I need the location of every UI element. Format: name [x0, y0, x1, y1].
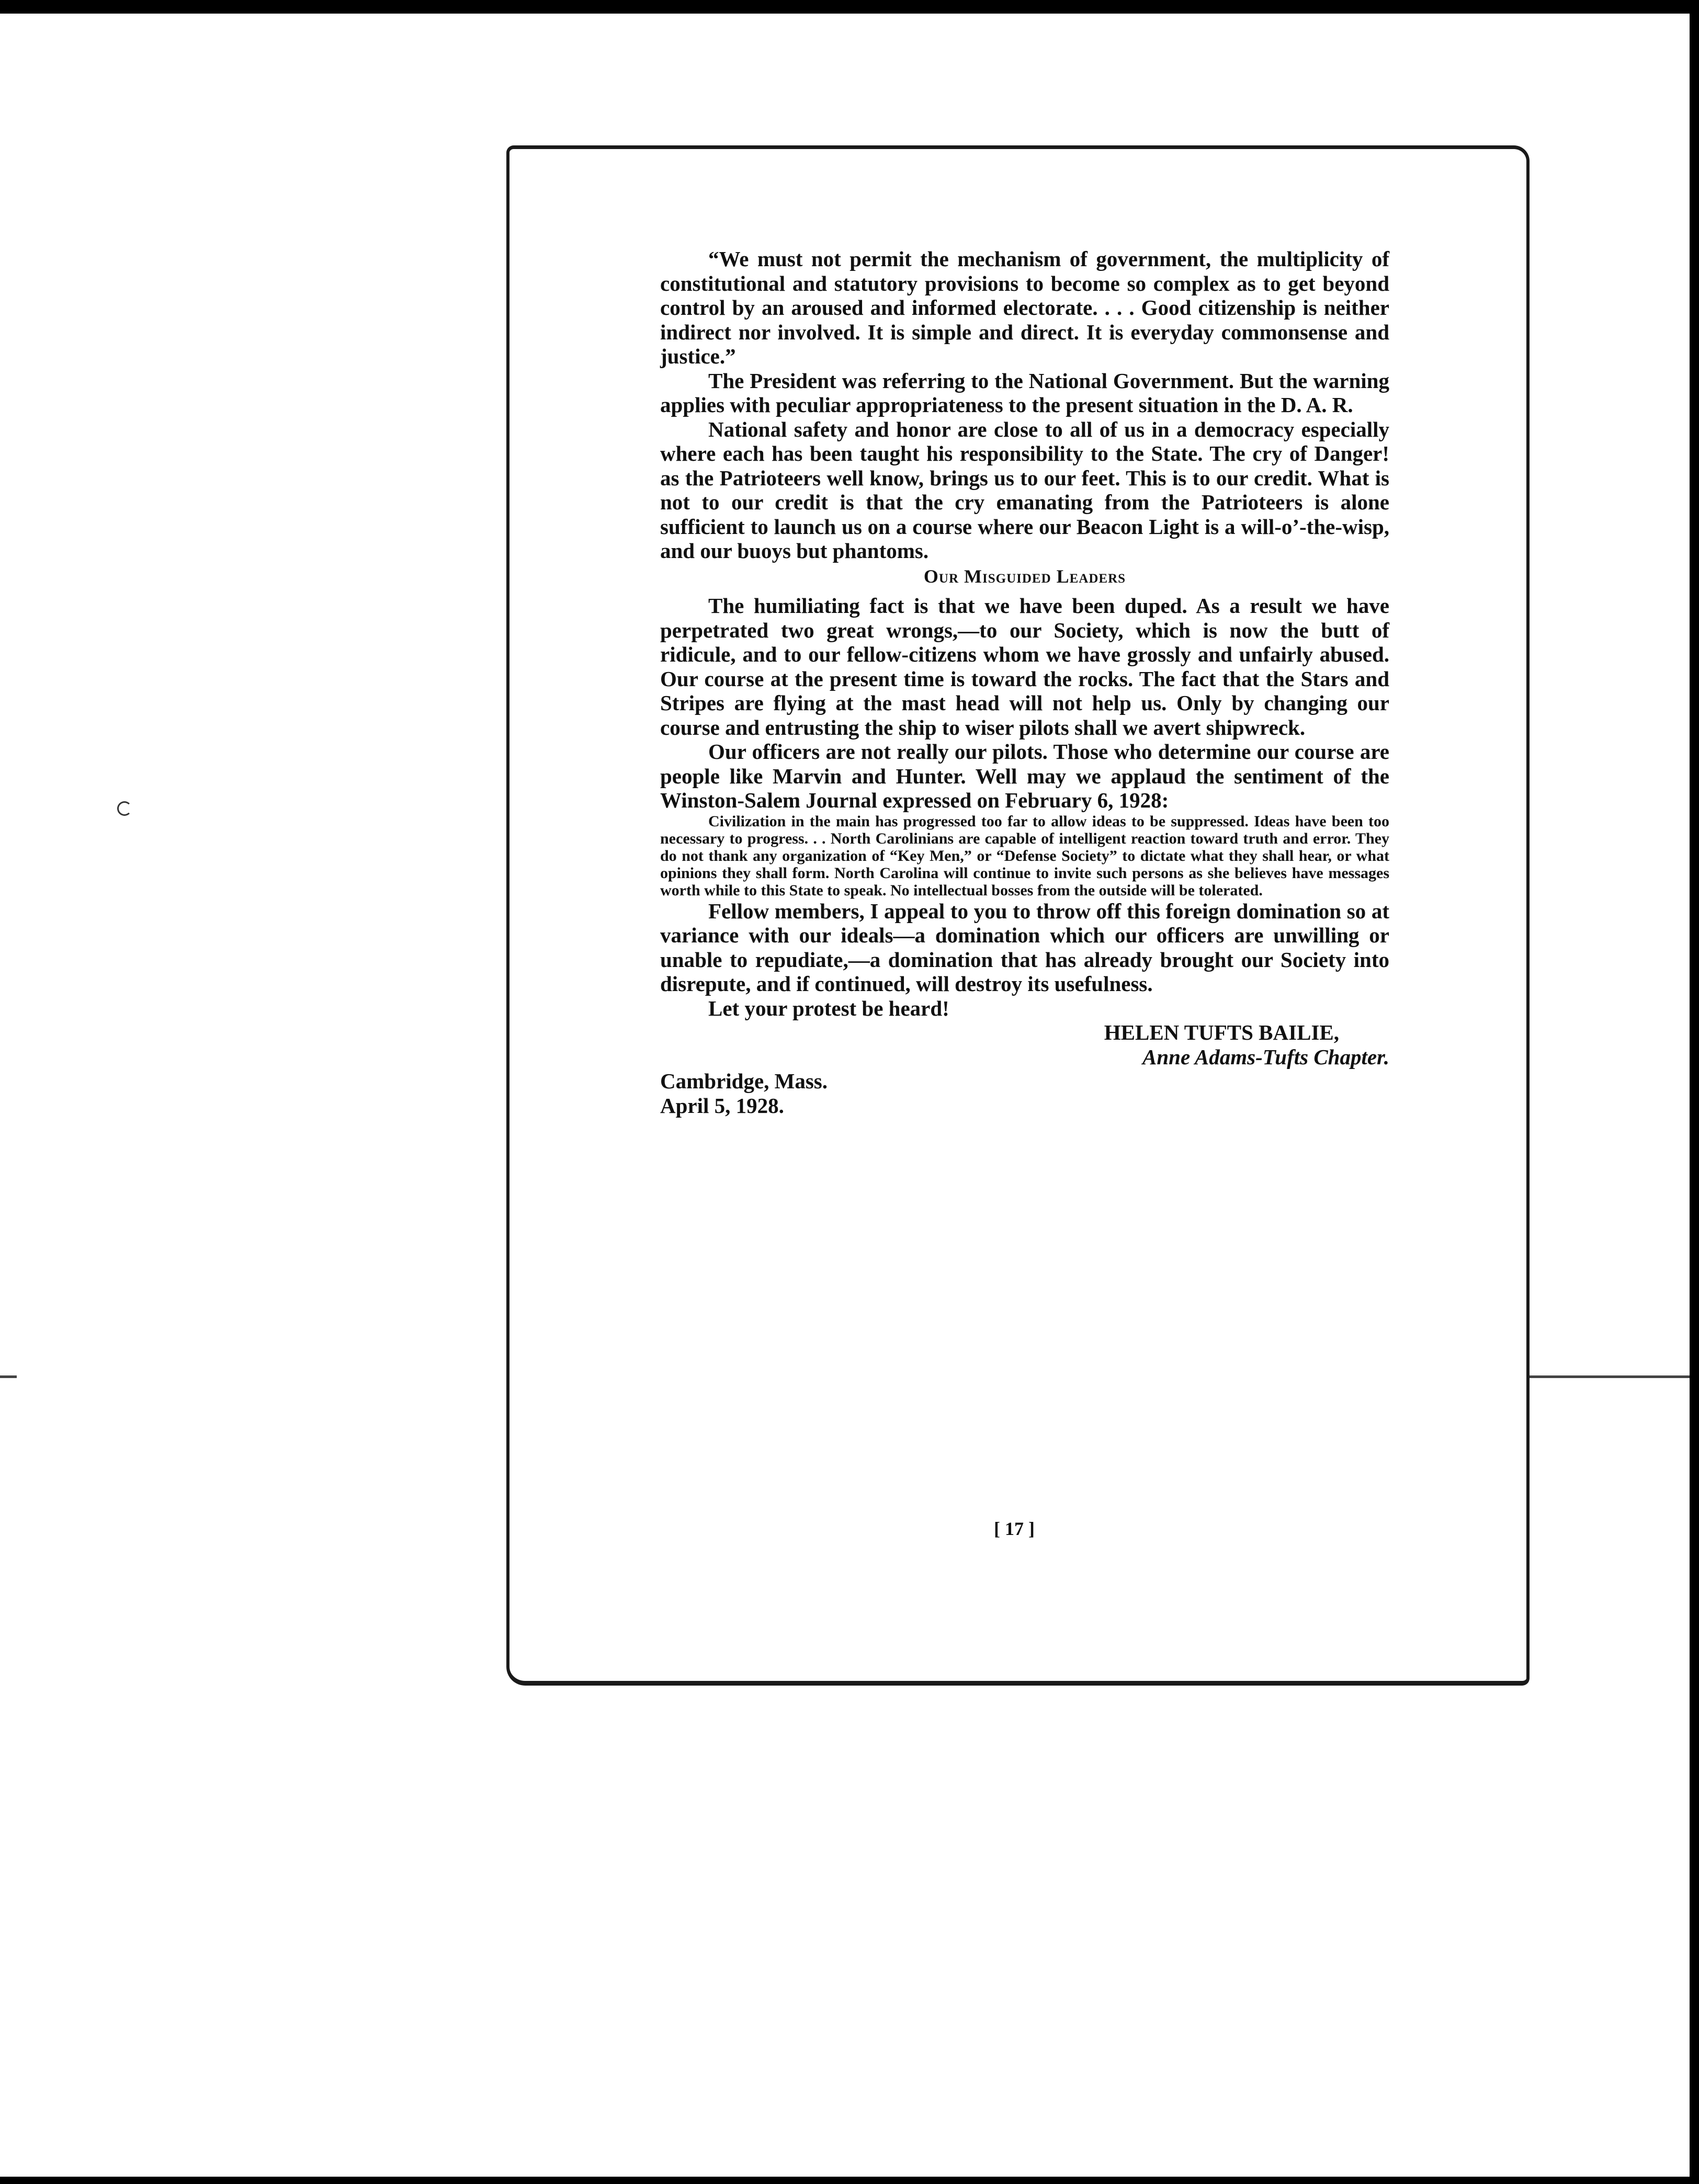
scan-rule-left [0, 1375, 17, 1378]
scan-rule-right [1530, 1375, 1690, 1378]
scan-border-top [0, 0, 1699, 14]
paragraph: Let your protest be heard! [708, 996, 949, 1020]
place-line: Cambridge, Mass. [660, 1069, 828, 1093]
signature-name: HELEN TUFTS BAILIE, [1104, 1020, 1339, 1044]
scan-border-right [1690, 0, 1699, 2184]
paragraph: Our officers are not really our pilots. Those who determine our course are people like Marvin and Hunter. Well may we applaud the sentiment of the Winston-Salem Journal expressed on February 6, 1928: [660, 740, 1389, 812]
scan-border-bottom [0, 2177, 1699, 2184]
page-number: [ 17 ] [994, 1518, 1035, 1539]
date-line: April 5, 1928. [660, 1093, 784, 1118]
block-quote: Civilization in the main has progressed too far to allow ideas to be suppressed. Ideas have been too necessary to progress. . . North Carolinians are capable of intelligent reaction toward truth and error. They do not thank any organization of “Key Men,” or “Defense Society” to dictate what they shall hear, or what opinions they shall form. North Carolina will continue to invite such persons as she believes have messages worth while to this State to speak. No intellectual bosses from the outside will be tolerated. [660, 812, 1389, 899]
paragraph: National safety and honor are close to all of us in a democracy especially where each has been taught his responsibility to the State. The cry of Danger! as the Patrioteers well know, brings us to our feet. This is to our credit. What is not to our credit is that the cry emanating from the Patrioteers is alone sufficient to launch us on a course where our Beacon Light is a will-o’-the-wisp, and our buoys but phantoms. [660, 417, 1389, 563]
document-body [660, 247, 1389, 1118]
signature-chapter: Anne Adams-Tufts Chapter. [1142, 1044, 1389, 1069]
paragraph: The President was referring to the National Government. But the warning applies with peculiar appropriateness to the present situation in the D. A. R. [660, 368, 1389, 417]
scan-artifact-mark [117, 801, 132, 816]
section-heading: Our Misguided Leaders [923, 565, 1126, 587]
paragraph: “We must not permit the mechanism of government, the multiplicity of constitutional and statutory provisions to become so complex as to get beyond control by an aroused and informed electorate. . . . Good citizenship is neither indirect nor involved. It is simple and direct. It is everyday commonsense and justice.” [660, 247, 1389, 368]
paragraph: Fellow members, I appeal to you to throw off this foreign domination so at variance with our ideals—a domination which our officers are unwilling or unable to repudiate,—a domination that has already brought our Society into disrepute, and if continued, will destroy its usefulness. [660, 898, 1389, 996]
paragraph: The humiliating fact is that we have been duped. As a result we have perpetrated two great wrongs,—to our Society, which is now the butt of ridicule, and to our fellow-citizens whom we have grossly and unfairly abused. Our course at the present time is toward the rocks. The fact that the Stars and Stripes are flying at the mast head will not help us. Only by changing our course and entrusting the ship to wiser pilots shall we avert shipwreck. [660, 594, 1389, 740]
